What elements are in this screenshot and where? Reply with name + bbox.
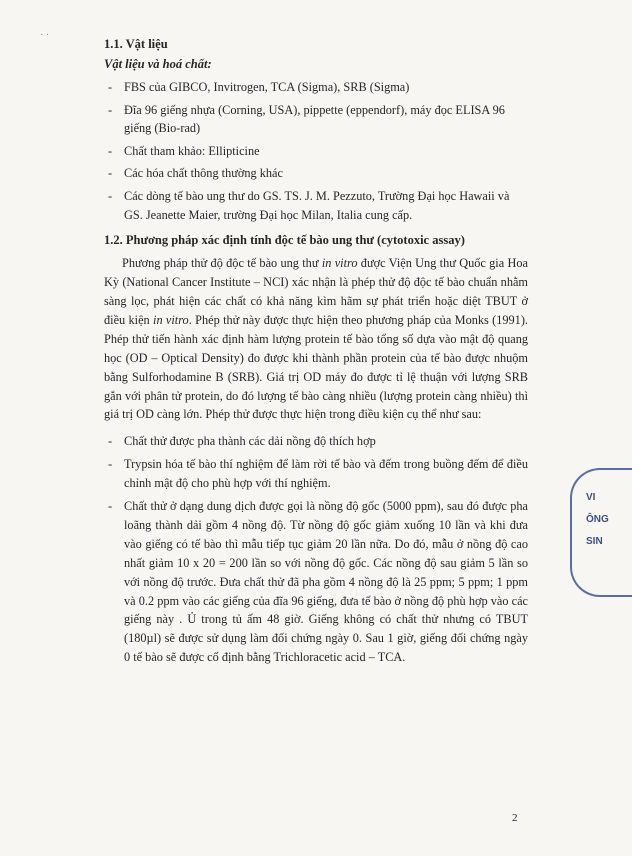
- list-item: - Trypsin hóa tế bào thí nghiệm để làm rời tế bào và đếm trong buồng đếm để điều chỉnh mật độ cho phù hợp với thí nghiệm.: [108, 457, 528, 491]
- bullet-dash: -: [108, 499, 113, 514]
- bullet-dash: -: [108, 80, 113, 94]
- bullet-dash: -: [108, 143, 113, 158]
- list-item: - Các dòng tế bào ung thư do GS. TS. J. M. Pezzuto, Trường Đại học Hawaii và GS. Jeanette Maier, trường Đại học Milan, Italia cung cấp.: [108, 188, 510, 222]
- section-heading-1-2: 1.2. Phương pháp xác định tính độc tế bào ung thư (cytotoxic assay): [104, 233, 465, 248]
- procedure-steps: [104, 432, 528, 667]
- list-item: - Chất thử được pha thành các dải nồng độ thích hợp: [104, 432, 528, 451]
- bullet-dash: -: [108, 457, 113, 472]
- list-item: - Chất thử ở dạng dung dịch được gọi là nồng độ gốc (5000 ppm), sau đó được pha loãng thành dải gồm 4 nồng độ. Từ nồng độ gốc giảm xuống 10 lần và khi đưa vào giếng có tế bào thì mẫu tiếp tục giảm 20 lần nữa. Do đó, mẫu ở nồng độ cao nhất giảm 10 x 20 = 200 lần so với nồng độ gốc. Các nồng độ sau giảm 5 lần so với nồng độ trước. Đưa chất thử đã pha gồm 4 nồng độ là 25 ppm; 5 ppm; 1 ppm và 0.2 ppm vào các giếng của đĩa 96 giếng, đưa tế bào ở nồng độ phù hợp vào các giếng này . Ủ trong tủ ấm 48 giờ. Giếng không có chất thử nhưng có TBUT (180µl) sẽ được sử dụng làm đối chứng ngày 0. Sau 1 giờ, giếng đối chứng ngày 0 tế bào sẽ được cố định bằng Trichloracetic acid – TCA.: [108, 499, 528, 665]
- scan-marks: · ·: [40, 30, 50, 41]
- bullet-dash: -: [108, 166, 113, 181]
- method-paragraph: Phương pháp thử độ độc tế bào ung thư in vitro được Viện Ung thư Quốc gia Hoa Kỳ (National Cancer Institute – NCI) xác nhận là phép thử độ độc tế bào chuẩn nhằm sàng lọc, phát hiện các chất có khả năng kìm hãm sự phát triển hoặc diệt TBUT ở điều kiện in vitro. Phép thử này được thực hiện theo phương pháp của Monks (1991). Phép thử tiến hành xác định hàm lượng protein tế bào tổng số dựa vào mật độ quang học (OD – Optical Density) đo được khi thành phần protein của tế bào được nhuộm bằng Sulforhodamine B (SRB). Giá trị OD máy đo được tỉ lệ thuận với lượng SRB gắn với phân tử protein, do đó lượng tế bào càng nhiều (lượng protein càng nhiều) thì giá trị OD càng lớn. Phép thử được thực hiện trong điều kiện cụ thể như sau:: [104, 256, 528, 422]
- list-item: - FBS của GIBCO, Invitrogen, TCA (Sigma), SRB (Sigma): [104, 78, 528, 97]
- italic-term: in vitro: [321, 256, 358, 271]
- list-item: - Chất tham khảo: Ellipticine: [104, 142, 528, 161]
- section-heading-1-1: 1.1. Vật liệu: [104, 37, 168, 51]
- list-item: - Các hóa chất thông thường khác: [104, 164, 528, 183]
- page-number: 2: [512, 812, 518, 824]
- content-area: [104, 36, 528, 671]
- bullet-dash: -: [108, 188, 113, 203]
- bullet-dash: -: [108, 434, 113, 449]
- partial-stamp: VI ÔNG SIN: [570, 468, 632, 597]
- italic-term: in vitro: [153, 312, 189, 327]
- bullet-dash: -: [108, 102, 113, 117]
- materials-list: [104, 78, 528, 224]
- materials-subheading: Vật liệu và hoá chất:: [104, 57, 212, 71]
- list-item: - Đĩa 96 giếng nhựa (Corning, USA), pippette (eppendorf), máy đọc ELISA 96 giếng (Bio-rad): [108, 102, 505, 136]
